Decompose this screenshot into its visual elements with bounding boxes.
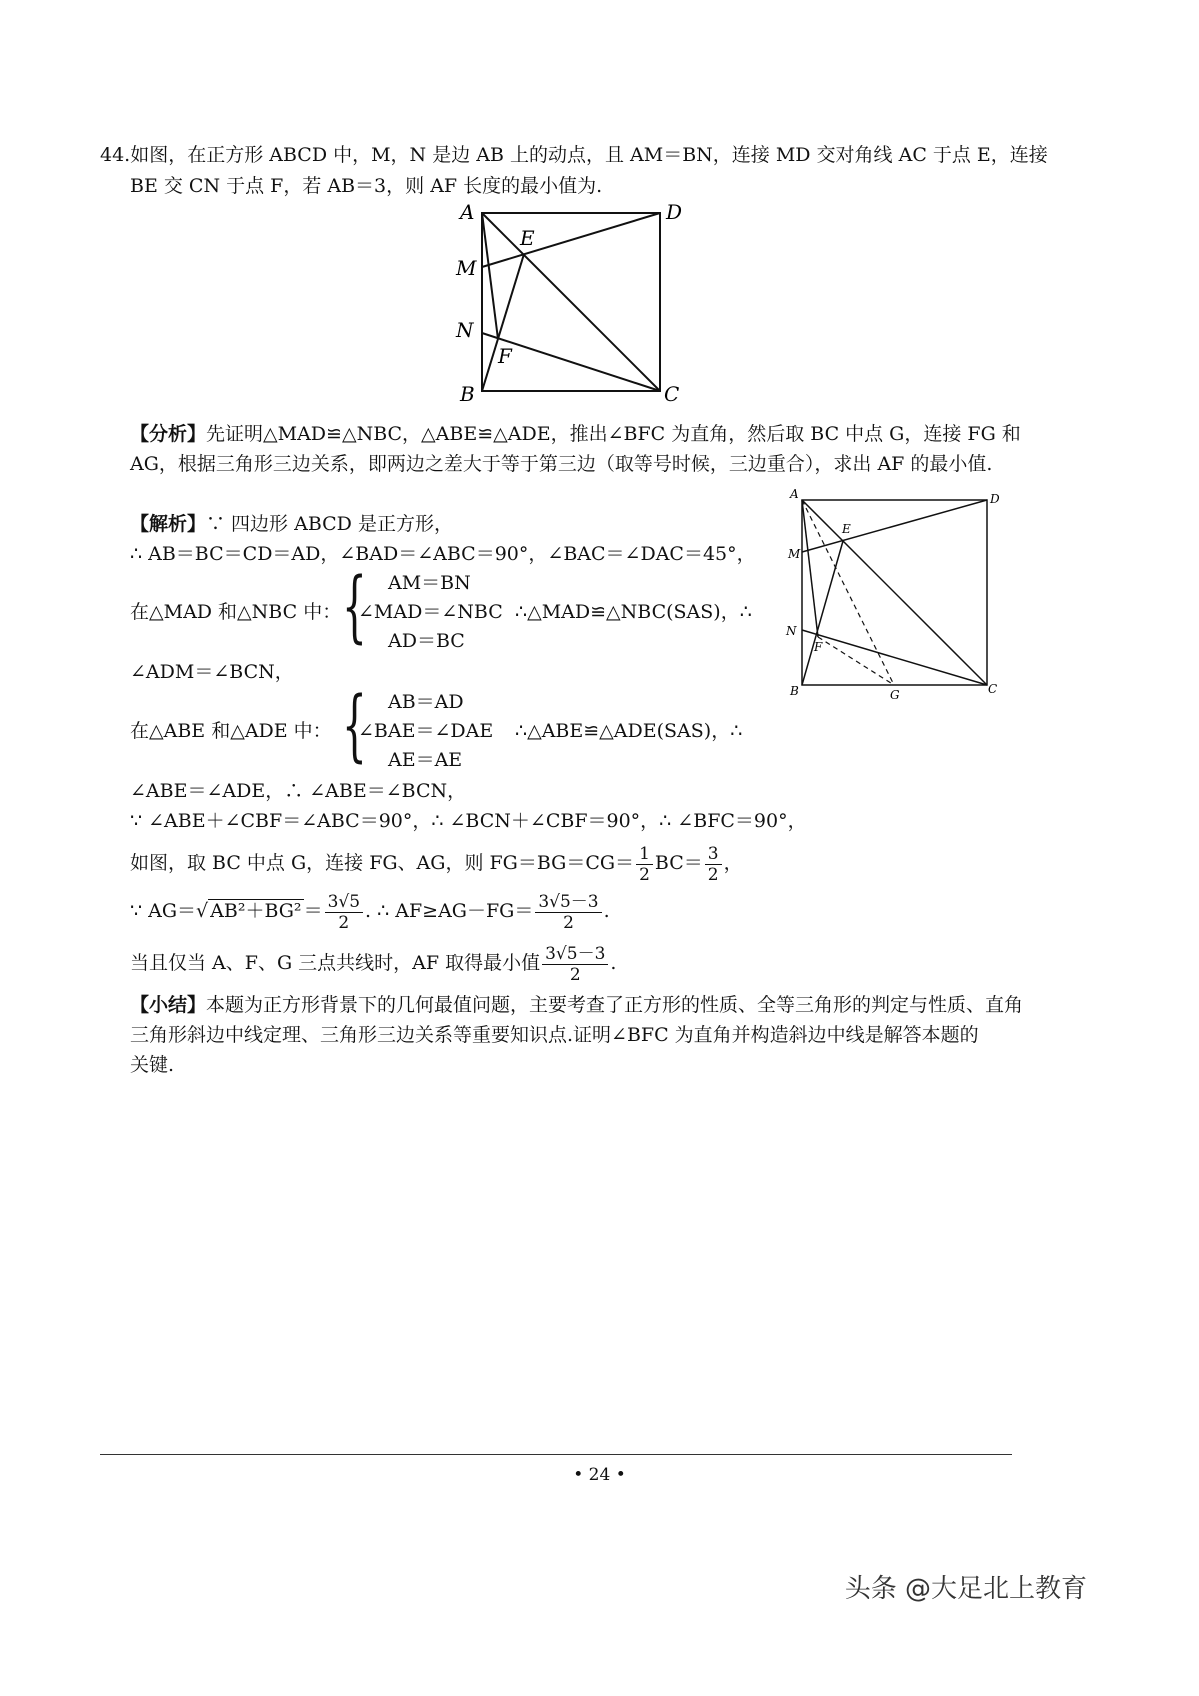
fraction-den: 2	[563, 912, 574, 933]
fraction-num: 3√5	[325, 892, 363, 913]
label-b: B	[460, 382, 475, 406]
segment-be	[482, 254, 524, 391]
fraction-three-halves	[705, 844, 722, 885]
label-f: F	[814, 640, 823, 654]
segment-md	[802, 500, 987, 552]
fg-prefix: 如图，取 BC 中点 G，连接 FG、AG，则 FG＝BG＝CG＝	[130, 852, 635, 874]
fraction-den: 2	[569, 964, 581, 985]
ag-equals: ＝	[303, 900, 323, 922]
label-e: E	[520, 226, 535, 250]
system-2-row-3: AE＝AE	[388, 749, 463, 771]
solution-line-2: ∴ AB＝BC＝CD＝AD，∠BAD＝∠ABC＝90°，∠BAC＝∠DAC＝45°，	[130, 543, 756, 565]
label-d: D	[990, 492, 1000, 506]
solution-line-final	[130, 940, 616, 986]
label-m: M	[456, 256, 477, 280]
label-c: C	[988, 682, 998, 696]
fraction-af	[535, 892, 601, 933]
analysis-line-2: AG，根据三角形三边关系，即两边之差大于等于第三边（取等号时候，三边重合），求出 AF 的最小值.	[130, 453, 993, 475]
ag-end: .	[603, 900, 610, 922]
fg-end: ，	[723, 852, 743, 874]
system-2-prefix: 在△ABE 和△ADE 中：	[130, 720, 332, 742]
summary-line-1	[130, 993, 1023, 1017]
label-a: A	[460, 200, 475, 224]
final-end: .	[610, 952, 617, 974]
problem-line-1	[100, 143, 1048, 167]
brace-1: {	[342, 562, 367, 652]
analysis-tag: 【分析】	[130, 423, 207, 445]
system-1-prefix: 在△MAD 和△NBC 中：	[130, 601, 342, 623]
segment-af	[802, 500, 818, 637]
system-1-row-3: AD＝BC	[388, 630, 465, 652]
problem-text-1: 如图，在正方形 ABCD 中，M，N 是边 AB 上的动点，且 AM＝BN，连接 MD 交对角线 AC 于点 E，连接	[130, 144, 1048, 166]
solution-line-adm: ∠ADM＝∠BCN，	[130, 661, 294, 683]
ag-prefix: ∵ AG＝	[130, 900, 197, 922]
label-c: C	[664, 382, 680, 406]
problem-number: 44.	[100, 144, 131, 166]
system-1-conclusion: ∴△MAD≌△NBC(SAS)，∴	[515, 601, 752, 623]
fraction-ag	[325, 892, 363, 933]
label-g: G	[890, 688, 900, 702]
system-2-row-2: ∠BAE＝∠DAE	[358, 720, 494, 742]
system-1-row-2: ∠MAD＝∠NBC	[358, 601, 503, 623]
sqrt-sign: √	[196, 900, 209, 922]
label-b: B	[790, 684, 799, 698]
fraction-one-half	[636, 844, 653, 885]
fraction-num: 1	[636, 844, 653, 865]
fraction-final	[542, 944, 608, 985]
summary-text-1: 本题为正方形背景下的几何最值问题，主要考查了正方形的性质、全等三角形的判定与性质、直角	[206, 994, 1024, 1016]
system-2-conclusion: ∴△ABE≌△ADE(SAS)，∴	[515, 720, 743, 742]
summary-line-3: 关键.	[130, 1054, 175, 1076]
label-e: E	[842, 522, 851, 536]
solution-line-ag	[130, 888, 610, 934]
figure-1-square	[440, 195, 700, 407]
figure-2-square	[780, 485, 1010, 705]
label-n: N	[786, 624, 797, 638]
system-2-row-1: AB＝AD	[388, 691, 464, 713]
footer-rule	[100, 1454, 1012, 1455]
solution-tag: 【解析】	[130, 513, 207, 535]
solution-line-angles: ∵ ∠ABE＋∠CBF＝∠ABC＝90°，∴ ∠BCN＋∠CBF＝90°，∴ ∠BFC＝90°，	[130, 810, 807, 832]
brace-2: {	[342, 681, 367, 771]
fraction-num: 3	[705, 844, 722, 865]
solution-line-fg	[130, 840, 743, 886]
fraction-den: 2	[338, 912, 350, 933]
segment-be	[802, 541, 843, 685]
fg-mid: BC＝	[654, 852, 703, 874]
fraction-num: 3√5－3	[542, 944, 608, 965]
label-f: F	[498, 344, 512, 368]
page-number: • 24 •	[573, 1465, 626, 1485]
label-d: D	[666, 200, 683, 224]
solution-text-1: ∵ 四边形 ABCD 是正方形，	[206, 513, 453, 535]
final-prefix: 当且仅当 A、F、G 三点共线时，AF 取得最小值	[130, 952, 541, 974]
label-n: N	[456, 318, 474, 342]
segment-af	[482, 213, 498, 339]
fraction-den: 2	[707, 864, 719, 885]
watermark: 头条 @大足北上教育	[844, 1574, 1087, 1604]
sqrt-radicand: AB²＋BG²	[210, 900, 302, 922]
summary-tag: 【小结】	[130, 994, 207, 1016]
solution-line-1	[130, 512, 453, 536]
fraction-num: 3√5－3	[535, 892, 601, 913]
summary-line-2: 三角形斜边中线定理、三角形三边关系等重要知识点.证明∠BFC 为直角并构造斜边中线是解答本题的	[130, 1024, 979, 1046]
ag-mid: . ∴ AF≥AG－FG＝	[365, 900, 534, 922]
label-m: M	[788, 547, 801, 561]
solution-line-abe: ∠ABE＝∠ADE，∴ ∠ABE＝∠BCN，	[130, 780, 467, 802]
fraction-den: 2	[639, 864, 650, 885]
problem-line-2: BE 交 CN 于点 F，若 AB＝3，则 AF 长度的最小值为.	[130, 175, 603, 197]
analysis-line-1	[130, 422, 1021, 446]
label-a: A	[790, 487, 799, 501]
analysis-text-1: 先证明△MAD≌△NBC，△ABE≌△ADE，推出∠BFC 为直角，然后取 BC 中点 G，连接 FG 和	[206, 423, 1021, 445]
system-1-row-1: AM＝BN	[388, 572, 471, 594]
